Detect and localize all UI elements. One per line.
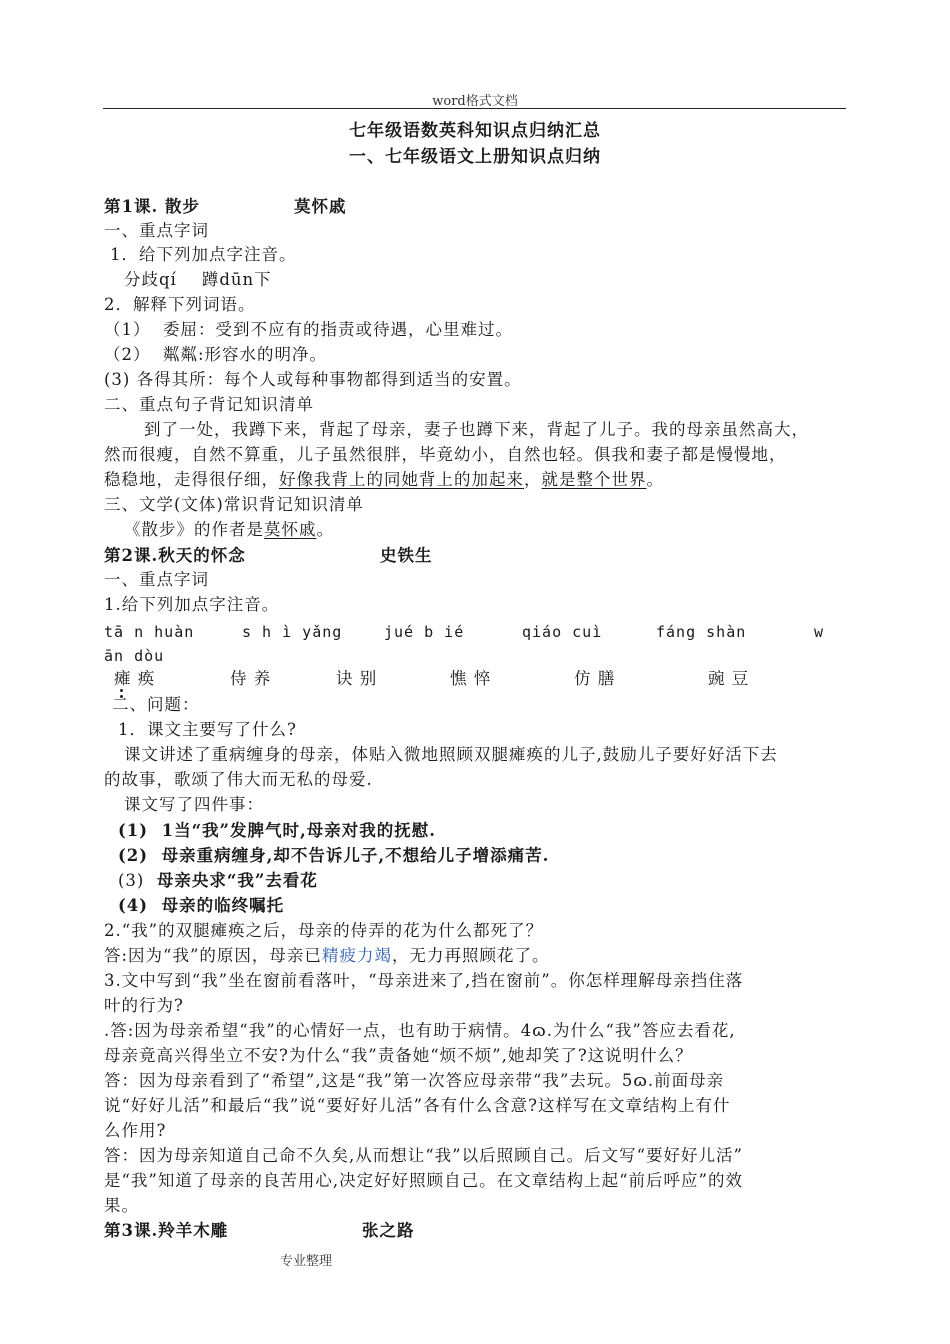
lesson-1-pinyin: 分歧qí 蹲dūn下 [124, 270, 272, 289]
section-title: 一、七年级语文上册知识点归纳 [349, 147, 601, 167]
lesson-2-a5-line-3: 果。 [104, 1196, 139, 1215]
lesson-2-author: 史铁生 [380, 546, 433, 565]
lesson-2-a2 [104, 945, 549, 967]
lesson-2-heading [104, 545, 433, 567]
word-4: 憔 悴 [450, 669, 492, 688]
word-5: 仿 膳 [574, 669, 616, 688]
lesson-3-author: 张之路 [362, 1221, 415, 1240]
author-line-end: 。 [316, 520, 334, 539]
lesson-2-a3-line-1: .答:因为母亲希望“我”的心情好一点，也有助于病情。4ɷ.为什么“我”答应去看花, [104, 1021, 736, 1040]
lesson-2-q3-line-1: 3.文中写到“我”坐在窗前看落叶，“母亲进来了,挡在窗前”。你怎样理解母亲挡住落 [104, 971, 744, 990]
author-line-text: 《散步》的作者是 [124, 520, 264, 539]
header-rule [103, 108, 846, 109]
lesson-2-section-1: 一、重点字词 [104, 570, 209, 589]
lesson-2-title: 第2课.秋天的怀念 [104, 546, 246, 565]
passage-comma: ， [524, 470, 542, 489]
underlined-phrase-1: 好像我背上的同她背上的加起来 [279, 470, 524, 489]
lesson-1-question-2: 2．解释下列词语。 [104, 295, 256, 314]
event-3-text: 母亲央求“我”去看花 [156, 871, 318, 890]
lesson-2-a5-line-1: 答：因为母亲知道自己命不久矣,从而想让“我”以后照顾自己。后文写“要好好儿活” [104, 1146, 743, 1165]
word-1: 瘫 痪 [114, 669, 156, 688]
lesson-1-author: 莫怀戚 [294, 197, 347, 216]
main-title: 七年级语数英科知识点归纳汇总 [349, 121, 601, 141]
event-1: (1) 1当“我”发脾气时,母亲对我的抚慰. [118, 821, 437, 840]
pinyin-6: w [814, 623, 825, 641]
lesson-1-section-1: 一、重点字词 [104, 221, 209, 240]
lesson-1-section-3: 三、文学(文体)常识背记知识清单 [104, 495, 364, 514]
pinyin-1: tā n huàn [104, 623, 195, 641]
lesson-3-title: 第3课.羚羊木雕 [104, 1221, 229, 1240]
a2-highlight: 精疲力竭 [321, 946, 392, 965]
passage-period: 。 [646, 470, 664, 489]
pinyin-7: ān dòu [104, 647, 165, 665]
pinyin-4: qiáo cuì [522, 623, 603, 641]
pinyin-5: fáng shàn [656, 623, 747, 641]
underlined-phrase-2: 就是整个世界 [541, 470, 647, 489]
lesson-1-word-2: （2） 粼粼:形容水的明净。 [104, 345, 328, 364]
pinyin-2: s h ì yǎng [242, 623, 343, 641]
lesson-2-a1-line-1: 课文讲述了重病缠身的母亲，体贴入微地照顾双腿瘫痪的儿子,鼓励儿子要好好活下去 [124, 745, 778, 764]
page-header: word格式文档 [432, 94, 518, 109]
lesson-1-passage-line-3 [104, 469, 664, 491]
lesson-1-section-2: 二、重点句子背记知识清单 [104, 395, 314, 414]
lesson-1-title: 第1课. 散步 [104, 197, 200, 216]
lesson-2-a3-line-2: 母亲竟高兴得坐立不安?为什么“我”责备她“烦不烦”,她却笑了?这说明什么？ [104, 1046, 693, 1065]
lesson-1-author-line [124, 519, 334, 541]
lesson-2-a4-line-2: 说“好好儿活”和最后“我”说“要好好儿活”各有什么含意?这样写在文章结构上有什 [104, 1096, 731, 1115]
lesson-2-question-1: 1.给下列加点字注音。 [104, 595, 280, 614]
emphasis-dot [120, 689, 123, 692]
lesson-2-words-row [104, 668, 854, 692]
lesson-2-pinyin-row [104, 621, 854, 645]
lesson-3-heading [104, 1220, 415, 1242]
lesson-2-q3-line-2: 叶的行为? [104, 996, 184, 1015]
lesson-2-four-events: 课文写了四件事： [124, 795, 264, 814]
lesson-2-a4-line-1: 答：因为母亲看到了“希望”,这是“我”第一次答应母亲带“我”去玩。5ɷ.前面母亲 [104, 1071, 725, 1090]
lesson-2-q2: 2.“我”的双腿瘫痪之后，母亲的侍弄的花为什么都死了？ [104, 921, 544, 940]
word-2: 侍 养 [230, 669, 272, 688]
lesson-1-passage-line-2: 然而很瘦，自然不算重，儿子虽然很胖，毕竟幼小，自然也轻。俱我和妻子都是慢慢地， [104, 445, 787, 464]
passage-text: 稳稳地，走得很仔细， [104, 470, 279, 489]
a2-text: 答:因为“我”的原因，母亲已 [104, 946, 322, 965]
lesson-1-word-3: (3) 各得其所：每个人或每种事物都得到适当的安置。 [104, 370, 522, 389]
lesson-1-passage-line-1: 到了一处，我蹲下来，背起了母亲，妻子也蹲下来，背起了儿子。我的母亲虽然高大， [144, 420, 809, 439]
a2-end: ，无力再照顾花了。 [391, 946, 550, 965]
event-2: (2) 母亲重病缠身,却不告诉儿子,不想给儿子增添痛苦. [118, 846, 550, 865]
lesson-2-a5-line-2: 是“我”知道了母亲的良苦用心,决定好好照顾自己。在文章结构上起“前后呼应”的效 [104, 1171, 743, 1190]
event-3-number: (3) [118, 871, 157, 890]
lesson-2-a4-line-3: 么作用? [104, 1121, 167, 1140]
lesson-1-heading [104, 196, 347, 218]
lesson-2-section-2: 二、问题： [112, 695, 200, 714]
author-name-underlined: 莫怀戚 [264, 520, 317, 539]
lesson-1-word-1: （1） 委屈：受到不应有的指责或待遇，心里难过。 [104, 320, 513, 339]
word-3: 诀 别 [336, 669, 378, 688]
event-3 [118, 870, 318, 892]
lesson-2-a1-line-2: 的故事，歌颂了伟大而无私的母爱. [104, 770, 373, 789]
event-4: (4) 母亲的临终嘱托 [118, 896, 285, 915]
lesson-2-q1: 1．课文主要写了什么? [118, 720, 297, 739]
word-6: 豌 豆 [708, 669, 750, 688]
lesson-1-question-1: 1．给下列加点字注音。 [110, 245, 297, 264]
page-footer: 专业整理 [280, 1254, 333, 1269]
pinyin-3: jué b ié [384, 623, 465, 641]
